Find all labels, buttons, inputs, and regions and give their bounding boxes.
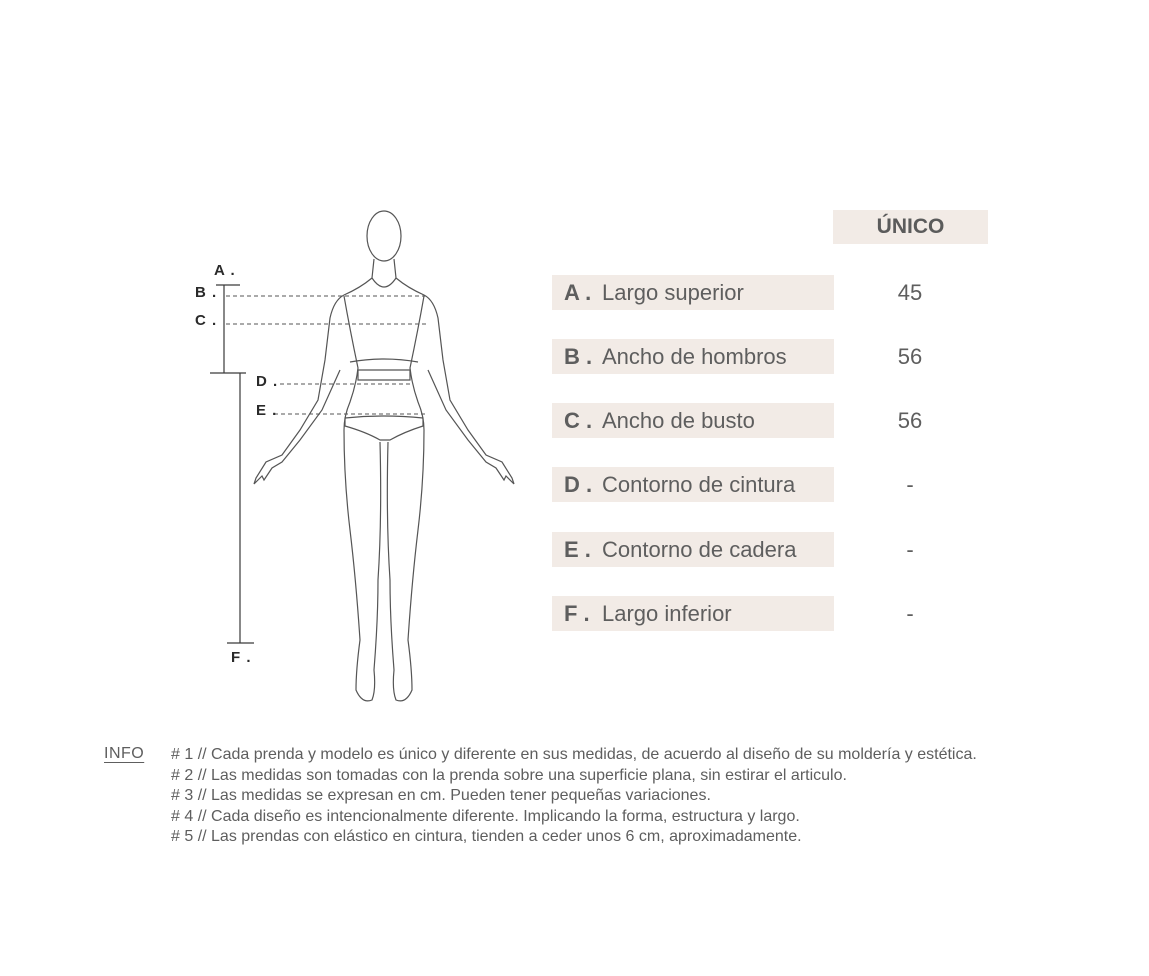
measure-value-shoulder-width: 56 [897, 344, 923, 369]
measure-label-top-length [552, 275, 834, 310]
figure-label-f: F . [231, 649, 252, 666]
measure-letter: D . [564, 471, 593, 497]
figure-label-b: B . [195, 284, 218, 301]
figure-label-d: D . [256, 373, 279, 390]
measurement-guides [210, 285, 254, 643]
figure-label-a: A . [214, 262, 236, 279]
measure-label-shoulder-width [552, 339, 834, 374]
measure-label-bust-width [552, 403, 834, 438]
measure-name: Largo inferior [602, 600, 732, 626]
measure-letter: B . [564, 343, 593, 369]
info-note: # 5 // Las prendas con elástico en cintura, tienden a ceder unos 6 cm, aproximadamente. [171, 828, 802, 845]
measure-letter: F . [564, 600, 590, 626]
measure-name: Ancho de hombros [602, 343, 787, 369]
measure-name: Contorno de cintura [602, 471, 796, 497]
measure-value-waist: - [906, 472, 914, 497]
info-note: # 3 // Las medidas se expresan en cm. Pueden tener pequeñas variaciones. [171, 787, 711, 804]
size-column-header: ÚNICO [833, 210, 988, 244]
measure-label-bottom-length [552, 596, 834, 631]
measure-letter: E . [564, 536, 591, 562]
measure-label-waist [552, 467, 834, 502]
figure-label-c: C . [195, 312, 218, 329]
measure-value-top-length: 45 [897, 280, 923, 305]
measure-letter: C . [564, 407, 593, 433]
body-measurement-diagram [0, 0, 600, 720]
mannequin-figure [254, 211, 514, 701]
measure-letter: A . [564, 279, 592, 305]
measure-name: Contorno de cadera [602, 536, 797, 562]
info-note: # 1 // Cada prenda y modelo es único y diferente en sus medidas, de acuerdo al diseño de su moldería y estética. [171, 746, 977, 763]
measure-value-hip: - [906, 537, 914, 562]
info-notes [171, 745, 977, 848]
figure-label-e: E . [256, 402, 278, 419]
info-label: INFO [104, 745, 145, 762]
info-note: # 2 // Las medidas son tomadas con la prenda sobre una superficie plana, sin estirar el articulo. [171, 766, 847, 784]
measure-name: Ancho de busto [602, 407, 755, 433]
measure-value-bust-width: 56 [897, 408, 923, 433]
measure-label-hip [552, 532, 834, 567]
info-note: # 4 // Cada diseño es intencionalmente diferente. Implicando la forma, estructura y largo. [171, 807, 800, 825]
measure-value-bottom-length: - [906, 601, 914, 626]
measure-name: Largo superior [602, 279, 744, 305]
